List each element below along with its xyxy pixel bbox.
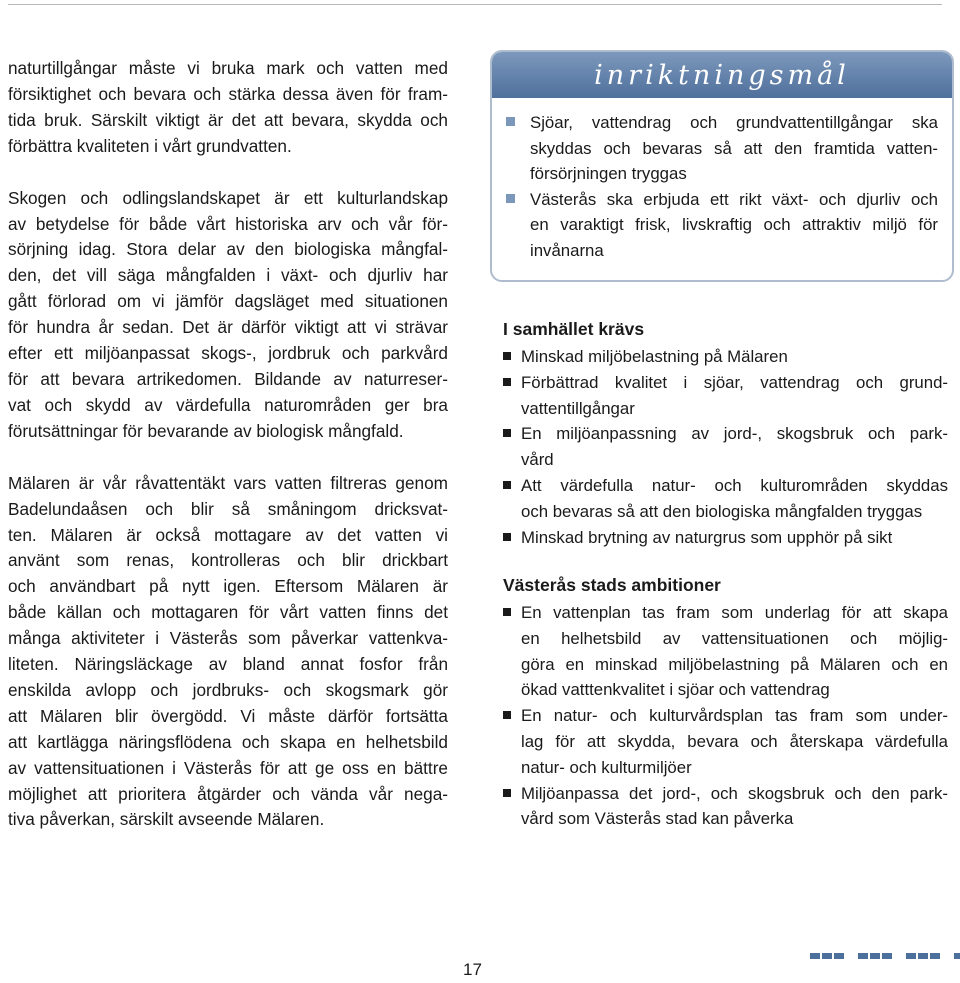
city-section — [503, 572, 948, 832]
text-line: skyddas och bevaras så att den framtida vatten- — [530, 138, 938, 158]
text-line: sörjning idag. Stora delar av den biologiska mångfal- — [8, 239, 448, 260]
goal-box-title: inriktningsmål — [594, 59, 850, 91]
text-line: efter ett miljöanpassat skogs-, jordbruk och parkvård — [8, 343, 448, 364]
list-item — [503, 600, 948, 703]
text-line: lag för att skydda, bevara och återskapa värdefulla — [521, 731, 948, 751]
text-line: förbättra kvaliteten i vårt grundvatten. — [8, 135, 292, 156]
text-line: av betydelse för både vårt historiska arv och vår för- — [8, 213, 448, 234]
text-line: försiktighet och bevara och stärka dessa även för fram- — [8, 83, 448, 104]
text-line: En miljöanpassning av jord-, skogsbruk och park- — [521, 424, 948, 444]
text-line: möjlighet att prioritera åtgärder och vända vår nega- — [8, 783, 448, 804]
goal-box-header — [492, 52, 952, 98]
text-line: tida bruk. Särskilt viktigt är det att bevara, skydda och — [8, 109, 448, 130]
goal-item — [506, 110, 938, 187]
decor-square — [954, 953, 960, 959]
decor-square — [810, 953, 820, 959]
text-line: både källan och mottagaren för vårt vatten finns det — [8, 602, 448, 623]
text-line: den, det vill säga mångfalden i växt- och djurliv har — [8, 265, 448, 286]
goal-item — [506, 187, 938, 264]
list-item — [503, 703, 948, 780]
list-item — [503, 370, 948, 422]
text-line: ten. Mälaren är också mottagare av det vatten vi — [8, 524, 448, 545]
text-line: Sjöar, vattendrag och grundvattentillgångar ska — [530, 113, 938, 132]
page-number: 17 — [463, 960, 482, 979]
section-heading: Västerås stads ambitioner — [503, 575, 721, 595]
section-heading: I samhället krävs — [503, 319, 645, 339]
footer-decoration — [810, 953, 960, 959]
text-line: och användbart på nytt igen. Eftersom Mälaren är — [8, 576, 448, 597]
text-line: Västerås ska erbjuda ett rikt växt- och djurliv och — [530, 189, 938, 209]
text-line: ökad vatttenkvalitet i sjöar och vattendrag — [521, 680, 830, 700]
decor-square — [834, 953, 844, 959]
decor-square — [870, 953, 880, 959]
city-list — [503, 600, 948, 832]
paragraph-1 — [8, 56, 448, 160]
paragraph-3 — [8, 471, 448, 834]
text-line: att Mälaren blir övergödd. Vi måste därför fortsätta — [8, 705, 448, 726]
decor-square — [906, 953, 916, 959]
list-item — [503, 781, 948, 833]
text-line: liteten. Näringsläckage av bland annat fosfor från — [8, 654, 448, 675]
decor-group — [810, 953, 844, 959]
text-line: Badelundaåsen och blir så småningom dricksvat- — [8, 498, 448, 519]
decor-square — [930, 953, 940, 959]
text-line: vård — [521, 450, 554, 470]
text-line: gått förlorad om vi jämför dagsläget med situationen — [8, 291, 448, 312]
text-line: Miljöanpassa det jord-, och skogsbruk och den park- — [521, 783, 948, 803]
paragraph-2 — [8, 186, 448, 445]
text-line: Minskad brytning av naturgrus som upphör på sikt — [521, 527, 893, 547]
text-line: vård som Västerås stad kan påverka — [521, 809, 794, 829]
text-line: många aktiviteter i Västerås som påverkar vattenkva- — [8, 628, 448, 649]
list-item — [503, 344, 948, 370]
text-line: försörjningen tryggas — [530, 164, 687, 183]
decor-group — [858, 953, 892, 959]
decor-square — [858, 953, 868, 959]
left-column — [8, 56, 448, 833]
text-line: en helhetsbild av vattensituationen och möjlig- — [521, 628, 948, 648]
decor-square — [918, 953, 928, 959]
goal-box — [490, 50, 954, 282]
text-line: natur- och kulturmiljöer — [521, 757, 692, 777]
text-line: En vattenplan tas fram som underlag för att skapa — [521, 603, 948, 622]
text-line: vattentillgångar — [521, 398, 635, 418]
text-line: en varaktigt frisk, livskraftig och attraktiv miljö för — [530, 215, 938, 234]
decor-group — [906, 953, 940, 959]
list-item — [503, 525, 948, 551]
text-line: tiva påverkan, särskilt avseende Mälaren. — [8, 809, 325, 830]
text-line: Att värdefulla natur- och kulturområden skyddas — [521, 475, 948, 495]
text-line: och bevaras så att den biologiska mångfalden tryggas — [521, 501, 923, 521]
list-item — [503, 473, 948, 525]
text-line: för att bevara artrikedomen. Bildande av naturreser- — [8, 368, 448, 389]
text-line: Mälaren är vår råvattentäkt vars vatten filtreras genom — [8, 472, 448, 493]
text-line: Förbättrad kvalitet i sjöar, vattendrag och grund- — [521, 372, 948, 392]
text-line: att kartlägga näringsflödena och skapa en helhetsbild — [8, 731, 448, 752]
text-line: enskilda avlopp och jordbruks- och skogsmark gör — [8, 679, 448, 700]
text-line: vat och skydd av värdefulla naturområden ger bra — [8, 394, 448, 415]
text-line: naturtillgångar måste vi bruka mark och vatten med — [8, 58, 448, 78]
society-list — [503, 344, 948, 550]
decor-square — [822, 953, 832, 959]
decor-group — [954, 953, 960, 959]
text-line: Minskad miljöbelastning på Mälaren — [521, 347, 788, 366]
text-line: invånarna — [530, 240, 604, 260]
top-rule — [8, 4, 942, 5]
text-line: för hundra år sedan. Det är därför viktigt att vi strävar — [8, 317, 448, 338]
decor-square — [882, 953, 892, 959]
goal-list — [506, 110, 938, 263]
text-line: använt som renas, kontrolleras och blir drickbart — [8, 550, 448, 571]
text-line: Skogen och odlingslandskapet är ett kulturlandskap — [8, 187, 448, 208]
text-line: av vattensituationen i Västerås för att ge oss en bättre — [8, 757, 448, 778]
text-line: göra en minskad miljöbelastning på Mälaren och en — [521, 654, 948, 674]
text-line: En natur- och kulturvårdsplan tas fram som under- — [521, 706, 948, 726]
society-section — [503, 316, 948, 550]
list-item — [503, 421, 948, 473]
text-line: förutsättningar för bevarande av biologisk mångfald. — [8, 420, 404, 441]
